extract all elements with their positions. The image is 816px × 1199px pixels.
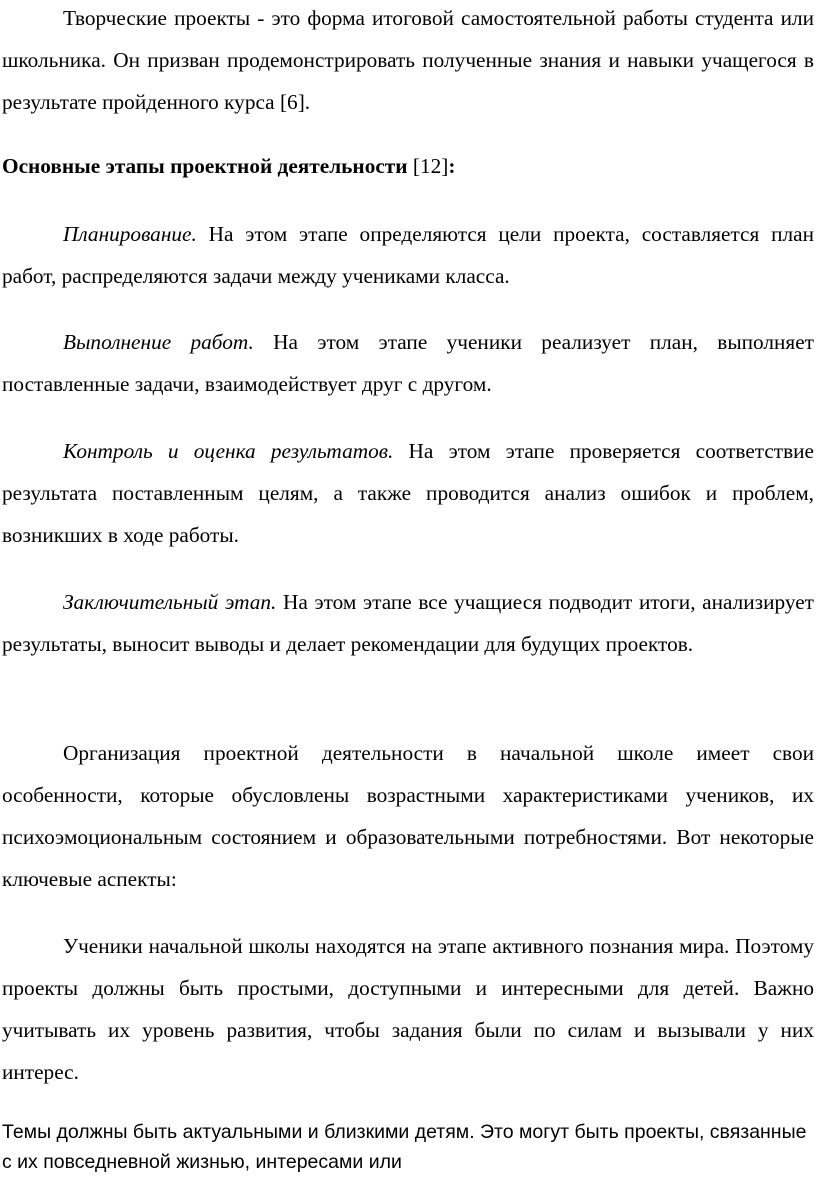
section-heading-title: Основные этапы проектной деятельности (2, 154, 408, 178)
section-heading-citation: [12] (407, 154, 449, 178)
stage-paragraph-planning (2, 213, 814, 297)
stage-text: На этом этапе проверяется соответствие результата поставленным целям, а также проводится анализ ошибок и проблем, возникших в ходе работы. (2, 439, 815, 547)
stage-text: На этом этапе определяются цели проекта, составляется план работ, распределяются задачи между учениками класса. (2, 222, 814, 288)
section-heading (2, 145, 814, 187)
stage-text: На этом этапе ученики реализует план, выполняет поставленные задачи, взаимодействует друг с другом. (2, 330, 814, 396)
stage-title: Заключительный этап. (63, 590, 277, 614)
intro-paragraph: Творческие проекты - это форма итоговой самостоятельной работы студента или школьника. Он призван продемонстрировать полученные знания и навыки учащегося в результате пройденного курса [6]. (2, 6, 814, 114)
pupils-paragraph: Ученики начальной школы находятся на этапе активного познания мира. Поэтому проекты должны быть простыми, доступными и интересными для детей. Важно учитывать их уровень развития, чтобы задания были по силам и вызывали у них интерес. (2, 934, 814, 1084)
stage-title: Планирование. (63, 222, 197, 246)
topics-paragraph: Темы должны быть актуальными и близкими детям. Это могут быть проекты, связанные с их повседневной жизнью, интересами или (2, 1121, 807, 1173)
stage-paragraph-control (2, 430, 814, 556)
stage-title: Выполнение работ. (63, 330, 254, 354)
stage-title: Контроль и оценка результатов. (63, 439, 394, 463)
stage-paragraph-final (2, 581, 814, 665)
organization-paragraph: Организация проектной деятельности в начальной школе имеет свои особенности, которые обусловлены возрастными характеристиками учеников, их психоэмоциональным состоянием и образовательными потребностями. Вот некоторые ключевые аспекты: (2, 741, 814, 891)
stage-paragraph-execution (2, 321, 814, 405)
section-heading-colon: : (448, 154, 456, 178)
stage-text: На этом этапе все учащиеся подводит итоги, анализирует результаты, выносит выводы и делает рекомендации для будущих проектов. (2, 590, 814, 656)
